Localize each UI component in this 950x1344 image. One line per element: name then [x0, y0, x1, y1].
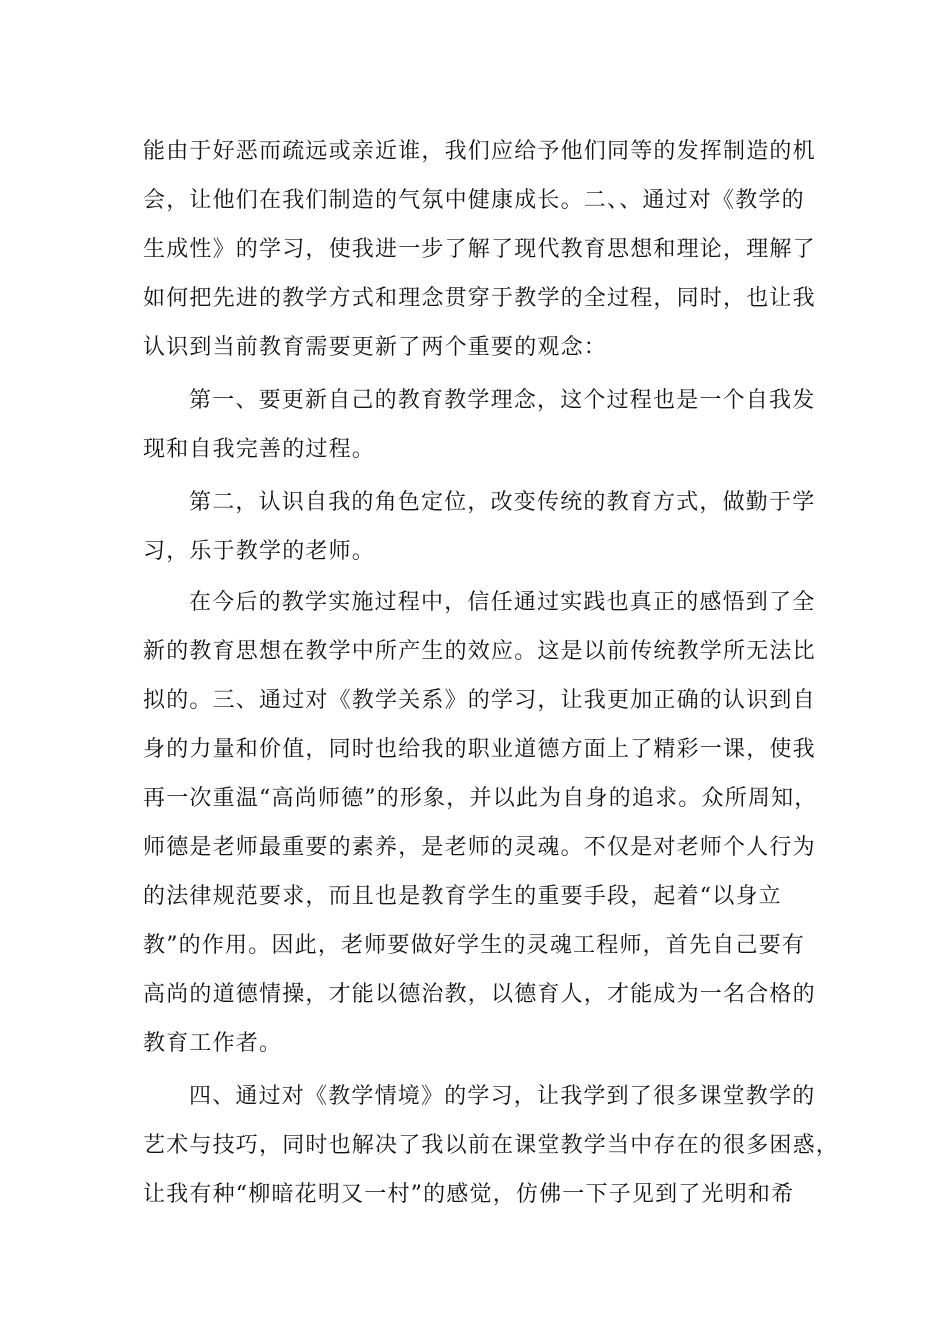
text-line: 会，让他们在我们制造的气氛中健康成长。二、、通过对《教学的	[143, 188, 805, 213]
text-line: 教育工作者。	[143, 1031, 283, 1056]
text-line: 生成性》的学习，使我进一步了解了现代教育思想和理论，理解了	[143, 237, 816, 262]
text-line: 习，乐于教学的老师。	[143, 539, 376, 564]
text-line: 第二，认识自我的角色定位，改变传统的教育方式，做勤于学	[189, 490, 816, 515]
text-line: 四、通过对《教学情境》的学习，让我学到了很多课堂教学的	[189, 1084, 816, 1109]
text-line: 第一、要更新自己的教育教学理念，这个过程也是一个自我发	[189, 388, 816, 413]
text-line: 认识到当前教育需要更新了两个重要的观念：	[143, 335, 608, 360]
text-line: 现和自我完善的过程。	[143, 437, 376, 462]
text-line: 的法律规范要求，而且也是教育学生的重要手段，起着“以身立	[143, 884, 782, 909]
text-line: 艺术与技巧，同时也解决了我以前在课堂教学当中存在的很多困惑，	[143, 1133, 840, 1158]
text-line: 师德是老师最重要的素养，是老师的灵魂。不仅是对老师个人行为	[143, 835, 816, 860]
text-line: 让我有种“柳暗花明又一村”的感觉，仿佛一下子见到了光明和希	[143, 1182, 795, 1207]
text-line: 身的力量和价值，同时也给我的职业道德方面上了精彩一课，使我	[143, 737, 816, 762]
text-line: 高尚的道德情操，才能以德治教，以德育人，才能成为一名合格的	[143, 982, 816, 1007]
text-line: 拟的。三、通过对《教学关系》的学习，让我更加正确的认识到自	[143, 688, 816, 713]
text-line: 新的教育思想在教学中所产生的效应。这是以前传统教学所无法比	[143, 639, 816, 664]
text-line: 教”的作用。因此，老师要做好学生的灵魂工程师，首先自己要有	[143, 933, 806, 958]
text-line: 如何把先进的教学方式和理念贯穿于教学的全过程，同时，也让我	[143, 286, 816, 311]
text-line: 在今后的教学实施过程中，信任通过实践也真正的感悟到了全	[189, 590, 816, 615]
text-line: 能由于好恶而疏远或亲近谁，我们应给予他们同等的发挥制造的机	[143, 139, 816, 164]
text-line: 再一次重温“高尚师德”的形象，并以此为自身的追求。众所周知，	[143, 786, 818, 811]
